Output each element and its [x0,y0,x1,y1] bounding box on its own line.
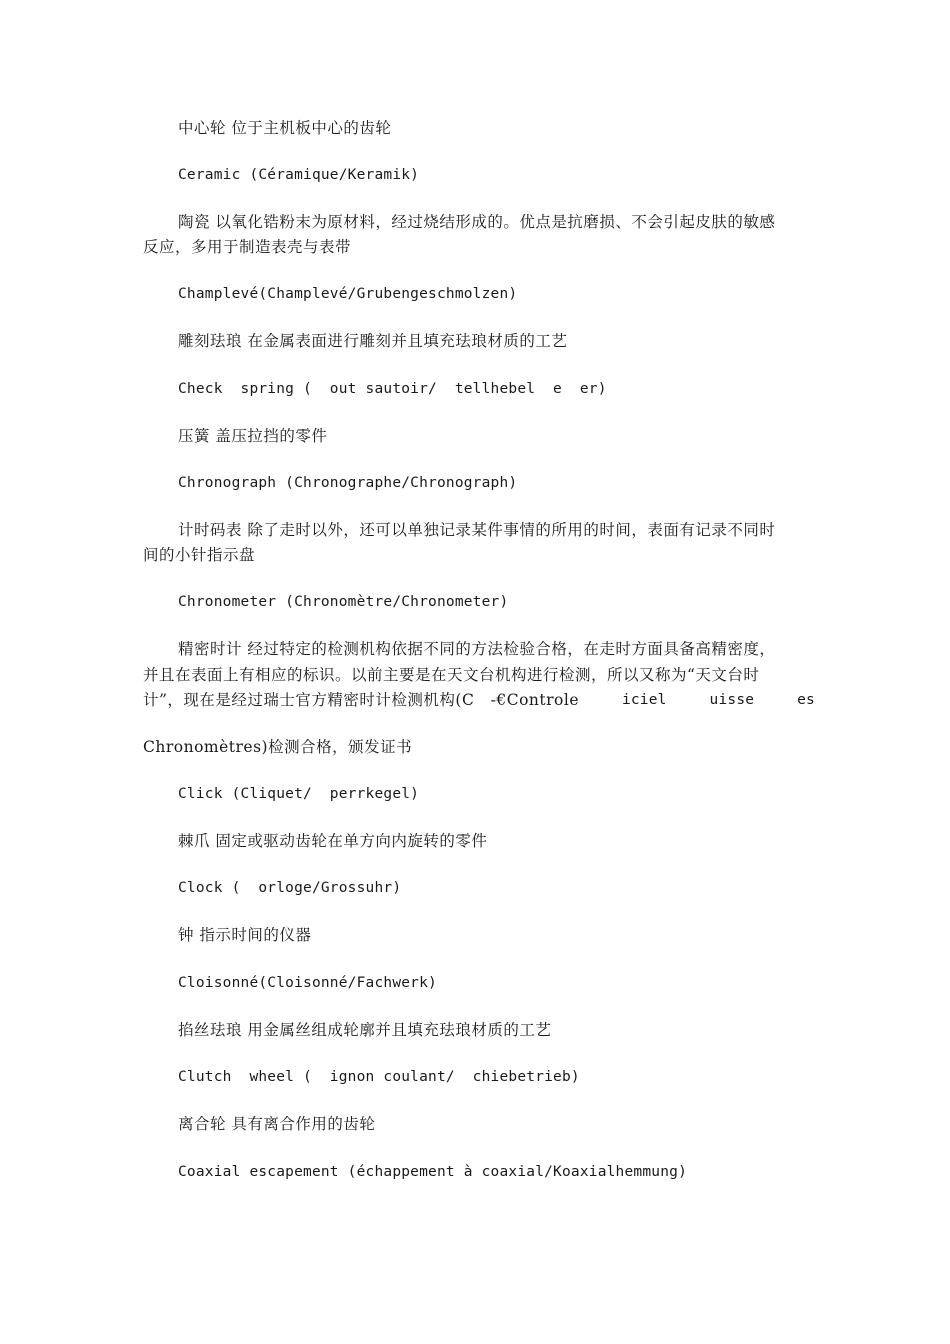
term-definition-click: 棘爪 固定或驱动齿轮在单方向内旋转的零件 [178,832,488,850]
term-definition-chronometer-line3 [143,683,815,717]
term-definition-clock: 钟 指示时间的仪器 [178,926,312,944]
term-heading-champleve: Champlevé(Champlevé/Grubengeschmolzen) [178,286,518,302]
term-definition-chronometer-line1: 精密时计 经过特定的检测机构依据不同的方法检验合格，在走时方面具备高精密度， [178,640,776,658]
term-heading-chronograph: Chronograph (Chronographe/Chronograph) [178,475,518,491]
chronometer-line3-part-2: iciel [621,692,667,708]
term-definition-chronometer-line2: 并且在表面上有相应的标识。以前主要是在天文台机构进行检测，所以又称为“天文台时 [143,666,760,684]
term-heading-clutch-wheel: Clutch wheel ( ignon coulant/ chiebetrieb) [178,1069,580,1085]
term-heading-ceramic: Ceramic (Céramique/Keramik) [178,167,420,183]
term-definition-chronograph-line2: 间的小针指示盘 [143,546,256,564]
term-definition-ceramic-line1: 陶瓷 以氧化锆粉末为原材料，经过烧结形成的。优点是抗磨损、不会引起皮肤的敏感 [178,213,776,231]
term-definition-chronograph-line1: 计时码表 除了走时以外，还可以单独记录某件事情的所用的时间，表面有记录不同时 [178,521,776,539]
term-heading-check-spring: Check spring ( out sautoir/ tellhebel e er) [178,381,607,397]
term-definition-center-wheel: 中心轮 位于主机板中心的齿轮 [178,119,392,137]
chronometer-line3-part-3: uisse [709,692,755,708]
term-heading-click: Click (Cliquet/ perrkegel) [178,786,420,802]
term-definition-ceramic-line2: 反应，多用于制造表壳与表带 [143,238,352,256]
term-definition-champleve: 雕刻珐琅 在金属表面进行雕刻并且填充珐琅材质的工艺 [178,332,568,350]
term-heading-clock: Clock ( orloge/Grossuhr) [178,880,402,896]
term-definition-clutch-wheel: 离合轮 具有离合作用的齿轮 [178,1115,376,1133]
term-heading-chronometer: Chronometer (Chronomètre/Chronometer) [178,594,509,610]
term-definition-chronometer-line4: Chronomètres)检测合格，颁发证书 [143,738,413,756]
term-definition-check-spring: 压簧 盖压拉挡的零件 [178,427,328,445]
term-definition-cloisonne: 掐丝珐琅 用金属丝组成轮廓并且填充珐琅材质的工艺 [178,1021,552,1039]
term-heading-coaxial-escapement: Coaxial escapement (échappement à coaxial/Koaxialhemmung) [178,1164,687,1180]
chronometer-line3-part-1: 计”，现在是经过瑞士官方精密时计检测机构(C -€Controle [143,691,579,709]
chronometer-line3-part-4: es [797,692,815,708]
term-heading-cloisonne: Cloisonné(Cloisonné/Fachwerk) [178,975,437,991]
